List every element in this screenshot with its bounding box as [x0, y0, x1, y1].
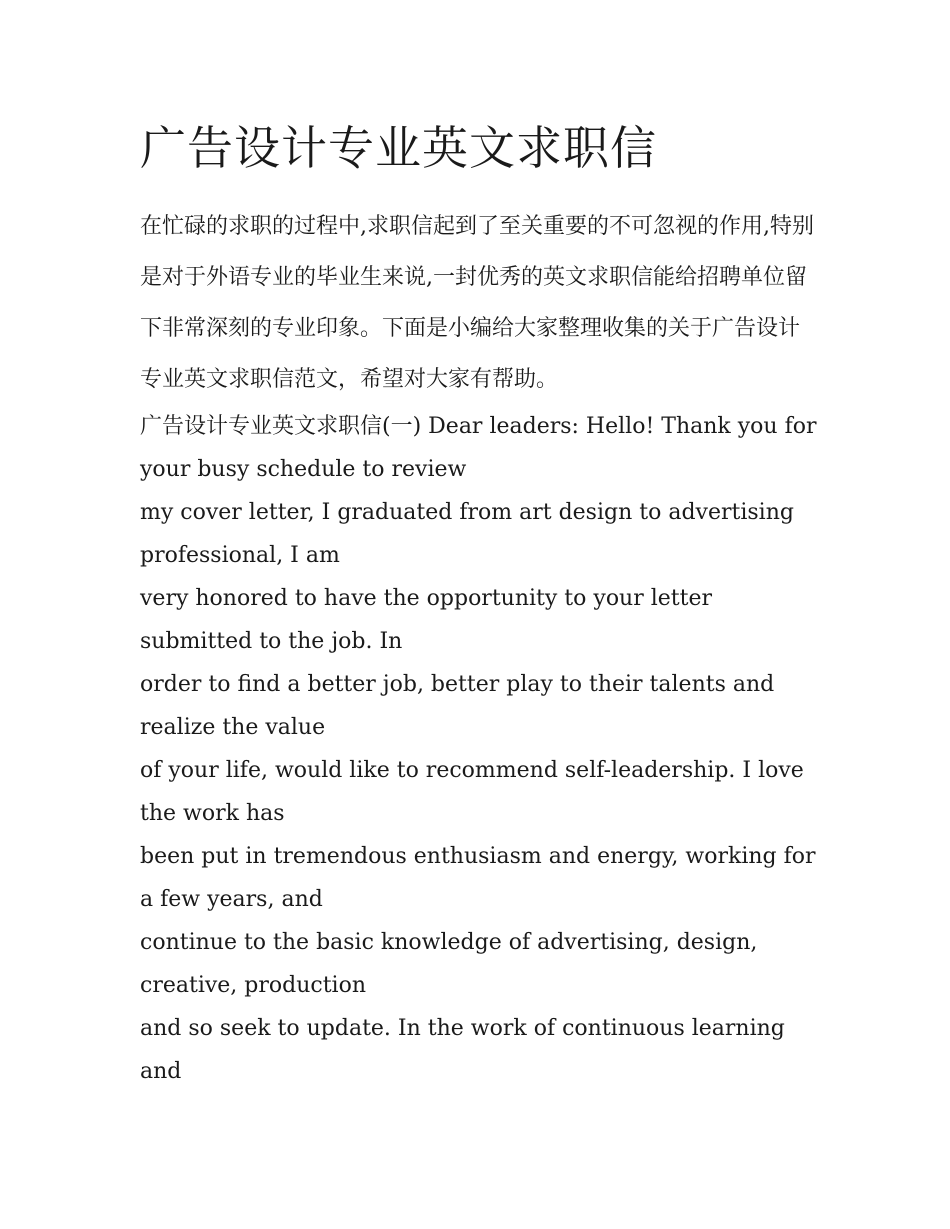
- document-title: 广告设计专业英文求职信: [140, 121, 657, 175]
- letter-line: order to find a better job, better play to their talents and realize the value: [140, 672, 775, 740]
- intro-paragraph: 在忙碌的求职的过程中,求职信起到了至关重要的不可忽视的作用,特别是对于外语专业的毕业生来说,一封优秀的英文求职信能给招聘单位留下非常深刻的专业印象。下面是小编给大家整理收集的关于广告设计专业英文求职信范文，希望对大家有帮助。: [140, 214, 814, 392]
- letter-line: very honored to have the opportunity to your letter submitted to the job. In: [140, 586, 713, 654]
- letter-body: [140, 405, 820, 1093]
- letter-line: and so seek to update. In the work of continuous learning and: [140, 1016, 785, 1084]
- letter-line: of your life, would like to recommend self-leadership. I love the work has: [140, 758, 804, 826]
- letter-line: continue to the basic knowledge of advertising, design, creative, production: [140, 930, 758, 998]
- letter-line: 广告设计专业英文求职信(一) Dear leaders: Hello! Thank you for your busy schedule to review: [140, 414, 817, 482]
- letter-line: been put in tremendous enthusiasm and energy, working for a few years, and: [140, 844, 816, 912]
- letter-line: my cover letter, I graduated from art design to advertising professional, I am: [140, 500, 794, 568]
